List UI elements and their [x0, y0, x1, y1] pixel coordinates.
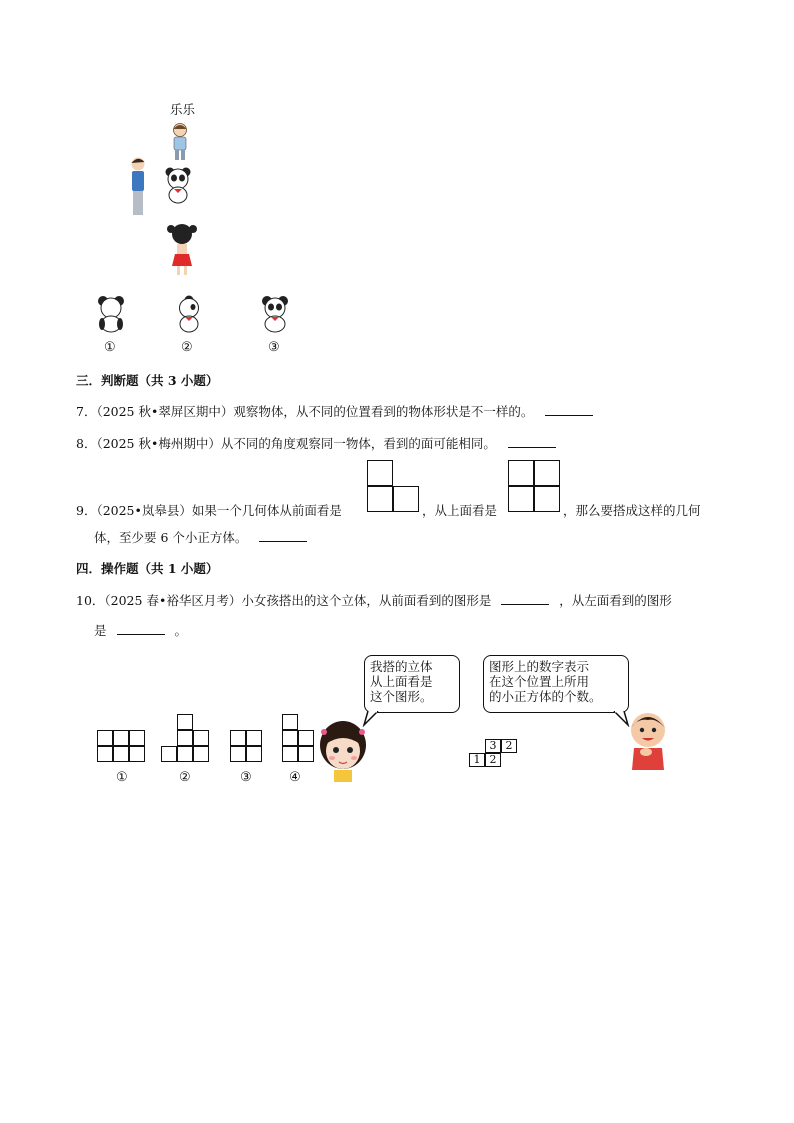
question-10-left-answer-blank[interactable]: [117, 622, 165, 635]
grid-cell-top-left: 3: [485, 739, 501, 753]
girl-bubble-line-2: 从上面看是: [370, 674, 433, 689]
girl-bubble-line-3: 这个图形。: [370, 689, 433, 704]
numbered-top-view-grid: [469, 739, 517, 767]
question-7: [76, 403, 593, 421]
boy-side-figure: [127, 156, 149, 218]
question-10-line-2: [94, 622, 187, 640]
panda-option-2-figure: [176, 294, 202, 334]
panda-option-3-label: ③: [268, 340, 280, 355]
question-9-line-2: [94, 529, 307, 547]
grid-cell-top-right: 2: [501, 739, 517, 753]
girl-head-figure: [318, 718, 368, 784]
question-10-text-c: 是: [94, 623, 107, 638]
section-4-header: 四．操作题（共 1 小题）: [76, 561, 219, 576]
panda-option-1-label: ①: [104, 340, 116, 355]
q10-option-3-label: ③: [240, 770, 252, 785]
panda-option-2-label: ②: [181, 340, 193, 355]
question-8-text: 8．（2025 秋•梅州期中）从不同的角度观察同一物体，看到的面可能相同。: [76, 436, 496, 451]
boy-speech-bubble: [483, 655, 629, 713]
panda-option-1-figure: [96, 294, 126, 334]
q10-option-3-shape: [230, 730, 262, 762]
girl-speech-bubble: [364, 655, 460, 713]
q10-option-1-shape: [97, 730, 145, 762]
lele-label: 乐乐: [170, 102, 196, 117]
panda-option-3-figure: [260, 294, 290, 334]
question-8-answer-blank[interactable]: [508, 435, 556, 448]
question-9-answer-blank[interactable]: [259, 529, 307, 542]
boy-bubble-line-1: 图形上的数字表示: [489, 659, 590, 674]
question-7-answer-blank[interactable]: [545, 403, 593, 416]
grid-cell-bottom-middle: 2: [485, 753, 501, 767]
girl-bubble-tail: [362, 711, 382, 727]
question-10-line-1: [76, 592, 672, 610]
question-10-text-b: ，从左面看到的图形: [559, 593, 672, 608]
q9-top-view-shape: [508, 460, 562, 514]
question-7-text: 7．（2025 秋•翠屏区期中）观察物体，从不同的位置看到的物体形状是不一样的。: [76, 404, 534, 419]
question-9-part-3: ，那么要搭成这样的几何: [563, 503, 701, 518]
question-10-text-d: 。: [174, 623, 187, 638]
boy-bubble-line-2: 在这个位置上所用: [489, 674, 590, 689]
q10-option-1-label: ①: [116, 770, 128, 785]
section-3-header: 三．判断题（共 3 小题）: [76, 373, 219, 388]
question-10-text-a: 10．（2025 春•裕华区月考）小女孩搭出的这个立体，从前面看到的图形是: [76, 593, 492, 608]
question-9-part-2: ，从上面看是: [422, 503, 498, 518]
grid-cell-bottom-left: 1: [469, 753, 485, 767]
question-9-part-1: 9．（2025•岚皋县）如果一个几何体从前面看是: [76, 503, 342, 518]
q10-option-4-label: ④: [289, 770, 301, 785]
question-9-line-2-text: 体，至少要 6 个小正方体。: [94, 530, 248, 545]
boy-lele-figure: [168, 122, 192, 162]
q10-option-4-shape: [282, 714, 314, 762]
panda-center-figure: [164, 166, 192, 204]
q9-front-view-shape: [367, 460, 421, 514]
girl-figure: [166, 222, 198, 278]
question-10-front-answer-blank[interactable]: [501, 592, 549, 605]
boy-bubble-line-3: 的小正方体的个数。: [489, 689, 602, 704]
girl-bubble-line-1: 我搭的立体: [370, 659, 433, 674]
q10-option-2-shape: [161, 714, 209, 762]
q10-option-2-label: ②: [179, 770, 191, 785]
question-8: [76, 435, 556, 453]
boy-head-figure: [626, 710, 670, 772]
